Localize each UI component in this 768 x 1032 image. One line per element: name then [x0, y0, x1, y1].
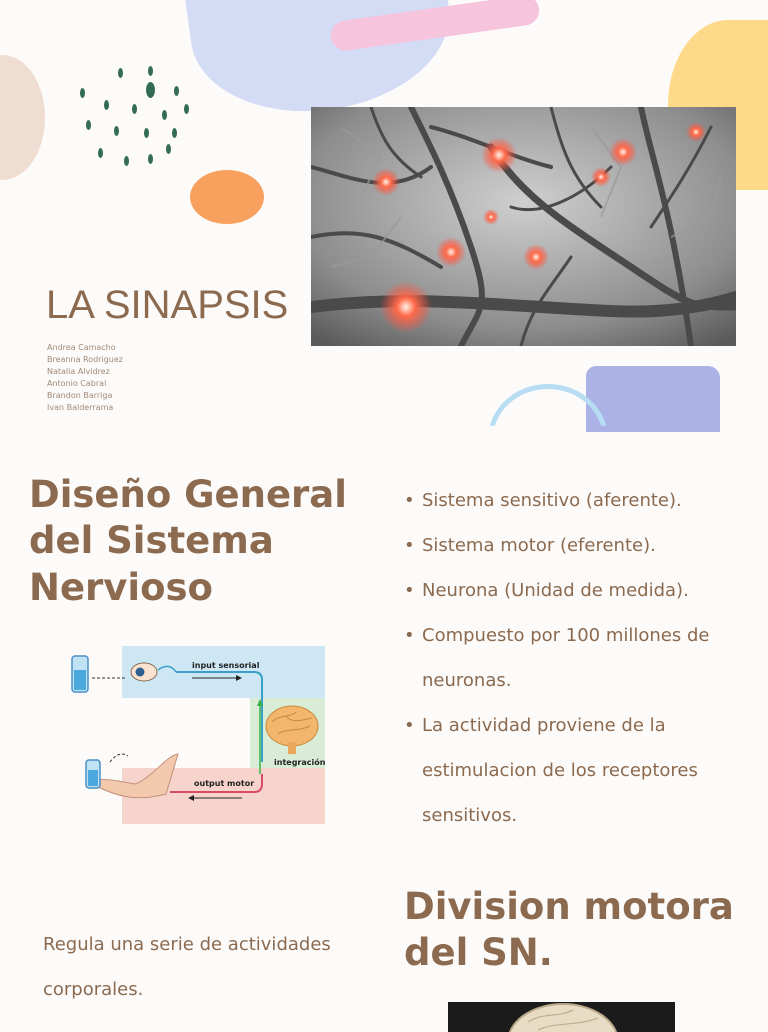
- diagram-output-label: output motor: [194, 779, 255, 788]
- authors-list: [47, 342, 123, 414]
- page-title: LA SINAPSIS: [46, 283, 289, 327]
- neuron-synapse-image: [311, 107, 736, 346]
- diagram-integration-label: integración: [274, 758, 326, 767]
- diagram-input-label: input sensorial: [192, 661, 260, 670]
- list-item: • La actividad proviene de la estimulacion de los receptores sensitivos.: [404, 703, 754, 838]
- author-name: Natalia Alvidrez: [47, 367, 110, 376]
- list-item: • Compuesto por 100 millones de neuronas.: [404, 613, 754, 703]
- author-name: Andrea Camacho: [47, 343, 116, 352]
- decorative-beige-blob: [0, 55, 45, 180]
- list-item: • Neurona (Unidad de medida).: [404, 568, 754, 613]
- author-name: Brandon Barriga: [47, 391, 113, 400]
- nervous-system-bullet-list: [404, 478, 754, 838]
- author-name: Antonio Cabral: [47, 379, 107, 388]
- list-item: • Sistema motor (eferente).: [404, 523, 754, 568]
- section-heading-motor-division: Division motora del SN.: [404, 885, 734, 975]
- author-name: Breanna Rodriguez: [47, 355, 123, 364]
- decorative-dot-cluster: [78, 64, 190, 174]
- motor-division-paragraph: Regula una serie de actividades corporales.: [43, 934, 331, 1000]
- list-item: • Sistema sensitivo (aferente).: [404, 478, 754, 523]
- brain-photo: [448, 1002, 675, 1032]
- section-heading-nervous-system: Diseño General del Sistema Nervioso: [29, 473, 347, 609]
- author-name: Ivan Balderrama: [47, 403, 114, 412]
- decorative-orange-blob: [190, 170, 264, 224]
- nervous-system-diagram: [66, 644, 328, 826]
- decorative-purple-block: [586, 366, 720, 432]
